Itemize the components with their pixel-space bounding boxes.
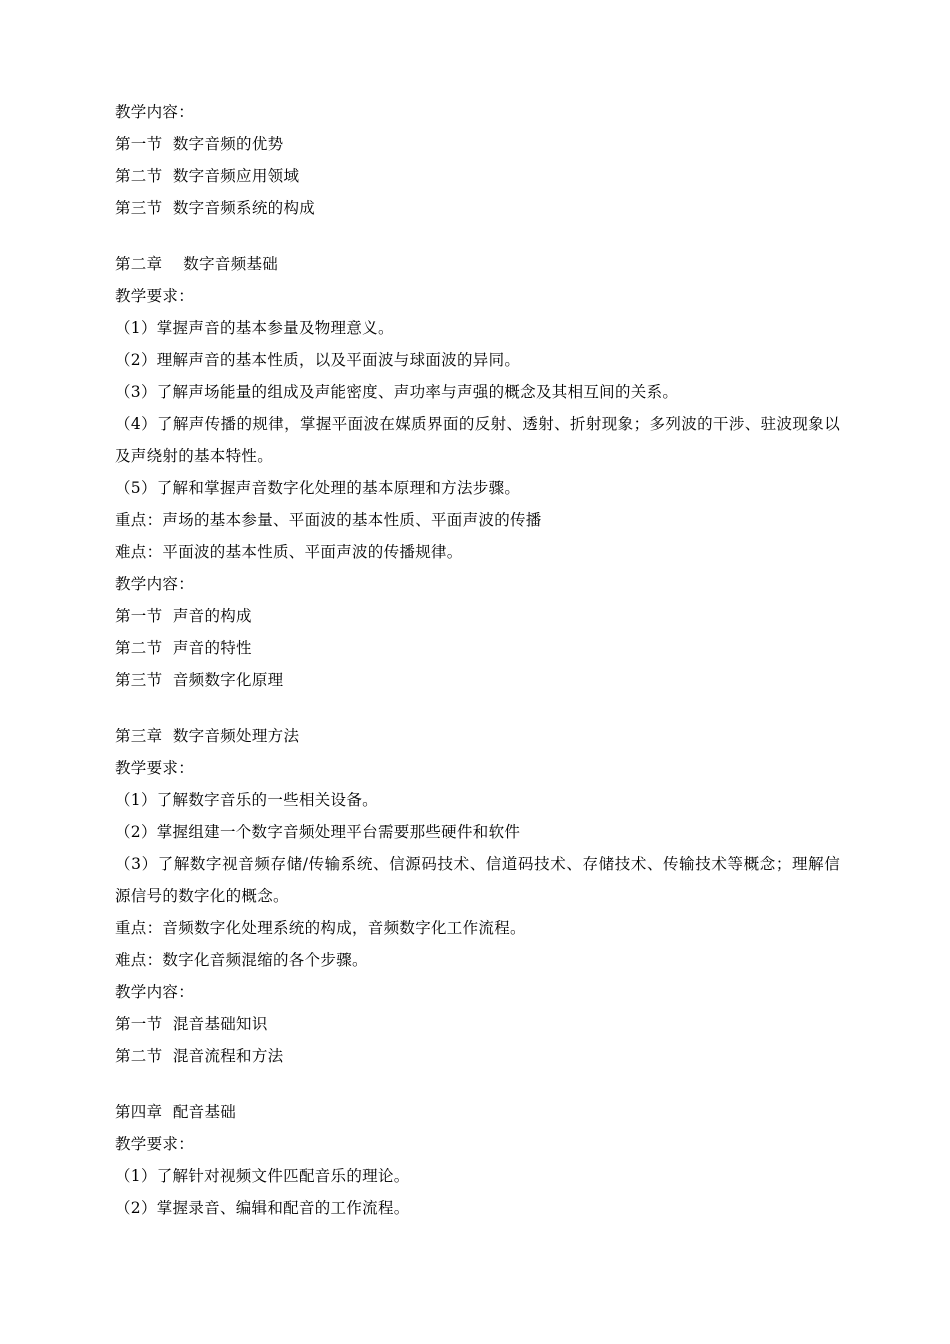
requirement-item: （1）掌握声音的基本参量及物理意义。: [115, 319, 394, 337]
requirements-label: 教学要求：: [115, 287, 195, 305]
section-line: 第三节 音频数字化原理: [115, 671, 284, 689]
section-line: 第二节 数字音频应用领域: [115, 167, 300, 185]
requirement-item: （2）掌握组建一个数字音频处理平台需要那些硬件和软件: [115, 823, 521, 841]
section-line: 第二节 混音流程和方法: [115, 1047, 284, 1065]
requirement-item: （3）了解数字视音频存储/传输系统、信源码技术、信道码技术、存储技术、传输技术等概念；理解信源信号的数字化的概念。: [115, 855, 840, 905]
requirement-item: （4）了解声传播的规律，掌握平面波在媒质界面的反射、透射、折射现象；多列波的干涉、驻波现象以及声绕射的基本特性。: [115, 415, 840, 465]
difficulty-point: 难点：数字化音频混缩的各个步骤。: [115, 951, 368, 969]
content-label: 教学内容：: [115, 103, 195, 121]
requirement-item: （2）理解声音的基本性质，以及平面波与球面波的异同。: [115, 351, 521, 369]
requirements-label: 教学要求：: [115, 1135, 195, 1153]
requirement-item: （1）了解数字音乐的一些相关设备。: [115, 791, 378, 809]
chapter-title: 第四章 配音基础: [115, 1103, 237, 1121]
chapter-gap: [115, 1072, 840, 1096]
content-label: 教学内容：: [115, 575, 195, 593]
chapter-gap: [115, 696, 840, 720]
content-label: 教学内容：: [115, 983, 195, 1001]
key-point: 重点：音频数字化处理系统的构成，音频数字化工作流程。: [115, 919, 526, 937]
key-point: 重点：声场的基本参量、平面波的基本性质、平面声波的传播: [115, 511, 542, 529]
requirement-item: （5）了解和掌握声音数字化处理的基本原理和方法步骤。: [115, 479, 521, 497]
requirement-item: （1）了解针对视频文件匹配音乐的理论。: [115, 1167, 410, 1185]
section-line: 第一节 声音的构成: [115, 607, 252, 625]
document-body: [115, 96, 840, 1224]
requirements-label: 教学要求：: [115, 759, 195, 777]
requirement-item: （2）掌握录音、编辑和配音的工作流程。: [115, 1199, 410, 1217]
section-line: 第一节 数字音频的优势: [115, 135, 284, 153]
chapter-title: 第二章 数字音频基础: [115, 255, 279, 273]
section-line: 第二节 声音的特性: [115, 639, 252, 657]
chapter-title: 第三章 数字音频处理方法: [115, 727, 300, 745]
section-line: 第一节 混音基础知识: [115, 1015, 268, 1033]
difficulty-point: 难点：平面波的基本性质、平面声波的传播规律。: [115, 543, 463, 561]
requirement-item: （3）了解声场能量的组成及声能密度、声功率与声强的概念及其相互间的关系。: [115, 383, 679, 401]
chapter-gap: [115, 224, 840, 248]
section-line: 第三节 数字音频系统的构成: [115, 199, 316, 217]
